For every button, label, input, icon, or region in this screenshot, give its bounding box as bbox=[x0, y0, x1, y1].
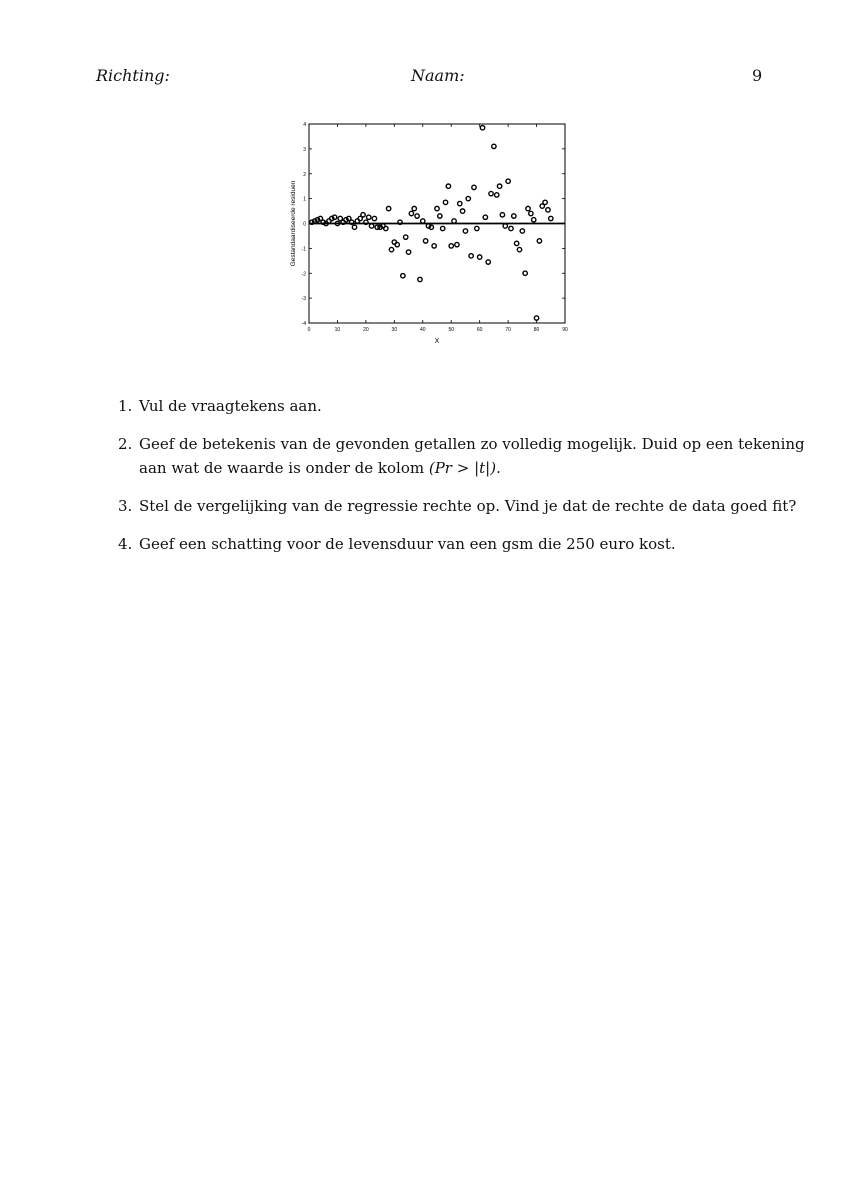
data-point bbox=[469, 254, 473, 258]
data-point bbox=[361, 213, 365, 217]
data-point bbox=[500, 213, 504, 217]
data-point bbox=[443, 200, 447, 204]
x-tick-label: 70 bbox=[505, 327, 511, 333]
question-2 bbox=[118, 432, 805, 480]
data-point bbox=[446, 184, 450, 188]
x-axis-label: X bbox=[434, 338, 440, 345]
data-point bbox=[486, 260, 490, 264]
y-tick-label: -2 bbox=[301, 271, 306, 278]
data-point bbox=[463, 229, 467, 233]
x-tick-label: 10 bbox=[334, 327, 341, 333]
data-point bbox=[534, 316, 538, 320]
y-tick-label: 0 bbox=[303, 221, 306, 228]
formula-pr-t: (Pr > |t|). bbox=[428, 459, 501, 477]
question-number: 4. bbox=[118, 535, 133, 553]
data-point bbox=[452, 219, 456, 223]
data-point bbox=[423, 239, 427, 243]
y-tick-label: 1 bbox=[303, 196, 306, 203]
data-point bbox=[458, 201, 462, 205]
data-point bbox=[435, 206, 439, 210]
data-point bbox=[495, 193, 499, 197]
data-point bbox=[364, 220, 368, 224]
x-tick-label: 40 bbox=[419, 327, 426, 333]
x-tick-label: 90 bbox=[562, 327, 568, 333]
data-point bbox=[549, 216, 553, 220]
field-richting-label: Richting: bbox=[96, 66, 170, 85]
question-1 bbox=[118, 394, 768, 418]
y-tick-label: 3 bbox=[303, 146, 306, 153]
data-point bbox=[352, 225, 356, 229]
data-point bbox=[460, 209, 464, 213]
data-point bbox=[401, 274, 405, 278]
data-point bbox=[509, 226, 513, 230]
question-number: 3. bbox=[118, 497, 133, 515]
data-point bbox=[532, 218, 536, 222]
data-point bbox=[432, 244, 436, 248]
x-tick-label: 30 bbox=[391, 327, 398, 333]
page-number: 9 bbox=[752, 66, 763, 85]
data-point bbox=[384, 226, 388, 230]
x-tick-label: 20 bbox=[363, 327, 369, 333]
question-list bbox=[118, 394, 805, 570]
data-point bbox=[367, 215, 371, 219]
data-point bbox=[529, 211, 533, 215]
data-point bbox=[497, 184, 501, 188]
question-3 bbox=[118, 494, 797, 518]
data-point bbox=[480, 126, 484, 130]
data-point bbox=[520, 229, 524, 233]
data-point bbox=[512, 214, 516, 218]
x-tick-label: 50 bbox=[448, 327, 455, 333]
data-point bbox=[517, 247, 521, 251]
data-point bbox=[449, 244, 453, 248]
data-point bbox=[440, 226, 444, 230]
y-tick-label: 4 bbox=[303, 122, 306, 128]
residual-scatter-plot bbox=[287, 118, 573, 348]
data-point bbox=[349, 220, 353, 224]
question-4 bbox=[118, 532, 768, 556]
y-tick-label: -1 bbox=[301, 246, 306, 253]
data-point bbox=[489, 191, 493, 195]
data-point bbox=[412, 206, 416, 210]
question-number: 1. bbox=[118, 397, 133, 415]
data-point bbox=[506, 179, 510, 183]
data-point bbox=[472, 185, 476, 189]
data-point bbox=[386, 206, 390, 210]
data-point bbox=[404, 235, 408, 239]
data-point bbox=[514, 241, 518, 245]
y-tick-label: 2 bbox=[303, 171, 306, 178]
x-tick-label: 60 bbox=[476, 327, 483, 333]
data-point bbox=[395, 242, 399, 246]
data-point bbox=[546, 208, 550, 212]
data-point bbox=[483, 215, 487, 219]
y-axis-label: Gestandaardiseerde residuen bbox=[290, 180, 297, 267]
x-tick-label: 0 bbox=[307, 327, 311, 333]
data-point bbox=[372, 216, 376, 220]
data-point bbox=[503, 224, 507, 228]
x-tick-label: 80 bbox=[533, 327, 540, 333]
data-point bbox=[492, 144, 496, 148]
data-point bbox=[409, 211, 413, 215]
data-point bbox=[389, 247, 393, 251]
data-point bbox=[429, 225, 433, 229]
data-point bbox=[418, 277, 422, 281]
data-point bbox=[415, 214, 419, 218]
data-point bbox=[543, 200, 547, 204]
question-text: aan wat de waarde is onder de kolom bbox=[139, 459, 425, 477]
data-point bbox=[523, 271, 527, 275]
data-point bbox=[406, 250, 410, 254]
question-text: Stel de vergelijking van de regressie rechte op. Vind je dat de rechte de data goed fit? bbox=[139, 497, 797, 515]
data-point bbox=[455, 242, 459, 246]
data-point bbox=[537, 239, 541, 243]
data-point bbox=[438, 214, 442, 218]
page-header bbox=[0, 66, 846, 92]
data-point bbox=[477, 255, 481, 259]
data-point bbox=[369, 224, 373, 228]
data-point bbox=[466, 196, 470, 200]
question-text: Vul de vraagtekens aan. bbox=[139, 397, 322, 415]
data-point bbox=[398, 220, 402, 224]
data-point bbox=[332, 215, 336, 219]
question-number: 2. bbox=[118, 435, 133, 453]
question-text-continued bbox=[139, 456, 768, 480]
data-point bbox=[475, 226, 479, 230]
y-tick-label: -4 bbox=[301, 321, 306, 327]
question-text: Geef de betekenis van de gevonden getallen zo volledig mogelijk. Duid op een tekening bbox=[139, 435, 805, 453]
y-tick-label: -3 bbox=[301, 296, 306, 303]
data-point bbox=[526, 206, 530, 210]
field-naam-label: Naam: bbox=[411, 66, 465, 85]
question-text: Geef een schatting voor de levensduur van een gsm die 250 euro kost. bbox=[139, 535, 676, 553]
data-point bbox=[421, 219, 425, 223]
